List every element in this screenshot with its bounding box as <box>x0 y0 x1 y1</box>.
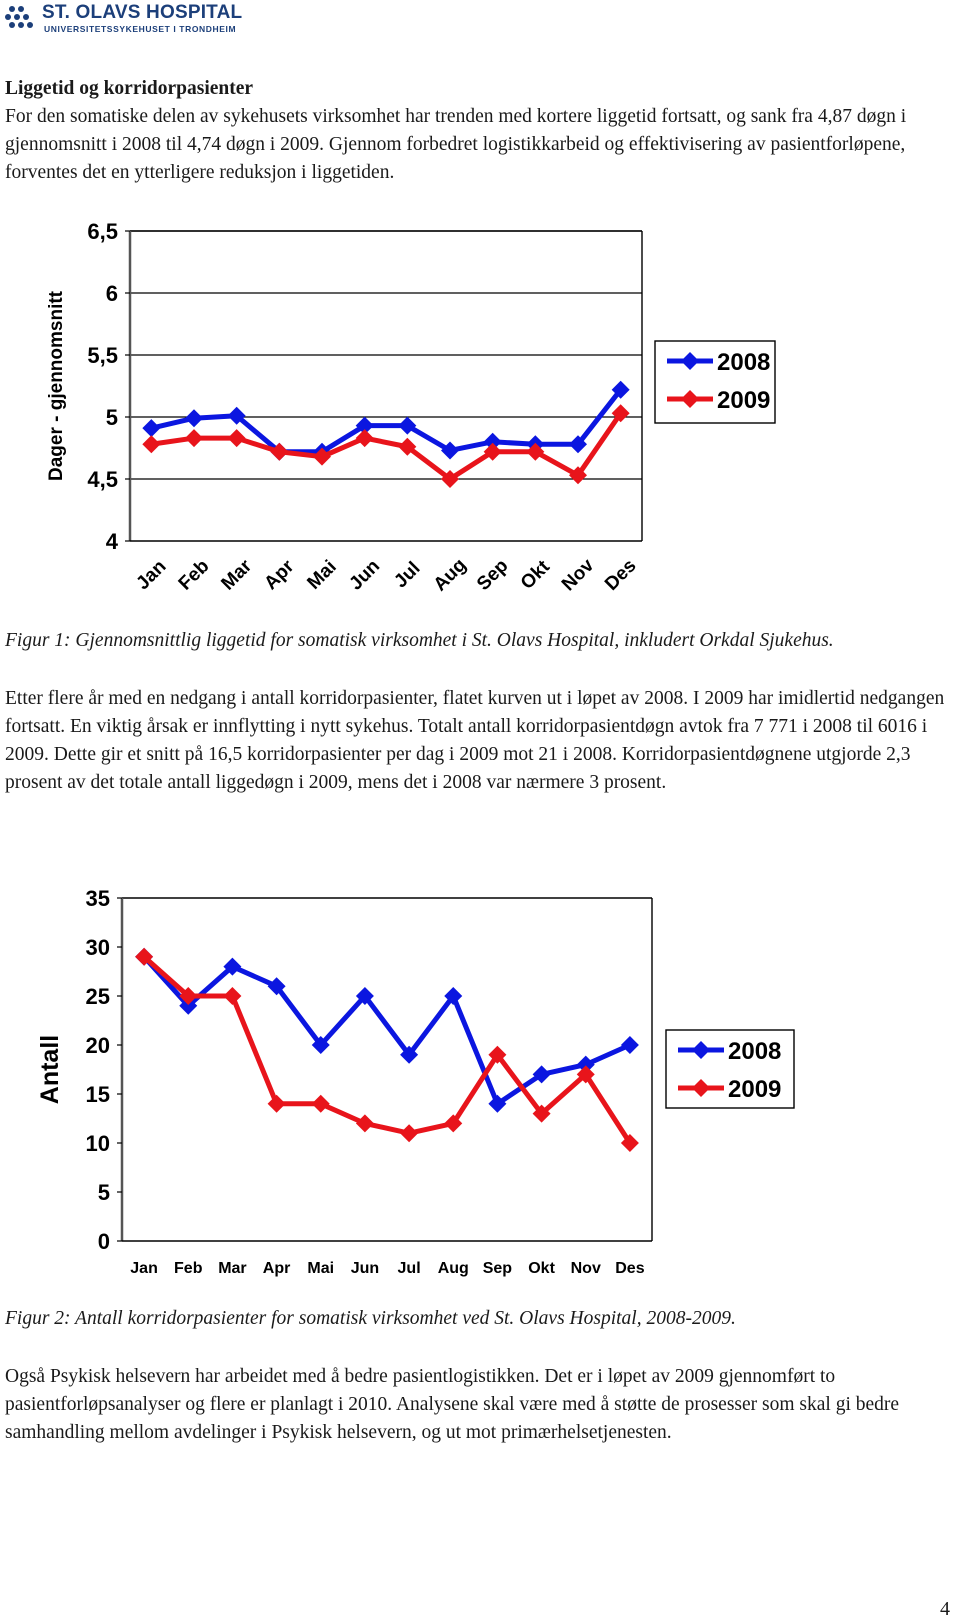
legend-label: 2008 <box>717 349 771 376</box>
section-korridor <box>5 685 945 797</box>
x-tick-label: Jan <box>132 556 171 595</box>
x-tick-label: Sep <box>473 555 513 595</box>
x-tick-label: Feb <box>174 1260 203 1277</box>
chart-liggetid <box>0 205 960 615</box>
x-tick-label: Des <box>615 1260 645 1277</box>
y-tick-label: 6,5 <box>87 219 118 244</box>
logo-title: ST. OLAVS HOSPITAL <box>42 2 243 23</box>
x-tick-label: Aug <box>437 1260 469 1277</box>
x-tick-label: Okt <box>516 556 555 594</box>
data-point <box>185 429 203 447</box>
y-tick-label: 4,5 <box>87 467 118 492</box>
y-tick-label: 4 <box>105 529 118 554</box>
section-psykisk <box>5 1363 945 1447</box>
y-tick-label: 15 <box>85 1082 110 1107</box>
series-line-2008 <box>144 957 630 1104</box>
section-paragraph: Også Psykisk helsevern har arbeidet med å bedre pasientlogistikken. Det er i løpet av 2009 gjennomført to pasientforløpsanalyser og flere er planlagt i 2010. Analysene skal være med å støtte de prosesser som skal gi bedre samhandling mellom avdelinger i Psykisk helsevern, og ut mot primærhelsetjenesten. <box>5 1366 900 1443</box>
x-tick-label: Des <box>601 555 641 595</box>
y-tick-label: 5 <box>97 1180 110 1205</box>
x-tick-label: Apr <box>262 1260 291 1277</box>
y-tick-label: 0 <box>97 1229 110 1254</box>
data-point <box>228 429 246 447</box>
y-tick-label: 6 <box>105 281 118 306</box>
x-tick-label: Jan <box>130 1260 158 1277</box>
legend-label: 2009 <box>717 387 771 414</box>
data-point <box>142 435 160 453</box>
data-point <box>142 419 160 437</box>
x-tick-label: Mar <box>218 1260 247 1277</box>
hospital-logo <box>4 4 244 38</box>
data-point <box>268 1095 286 1113</box>
figure-1-caption: Figur 1: Gjennomsnittlig liggetid for somatisk virksomhet i St. Olavs Hospital, inkludert Orkdal Sjukehus. <box>5 630 834 651</box>
x-tick-label: Jun <box>350 1260 380 1277</box>
section-heading: Liggetid og korridorpasienter <box>5 78 254 99</box>
x-tick-label: Sep <box>482 1260 513 1277</box>
x-tick-label: Apr <box>260 556 299 595</box>
data-point <box>621 1036 639 1054</box>
page-number: 4 <box>940 1598 950 1620</box>
chart-korridorpasienter <box>0 870 960 1290</box>
y-axis-label: Antall <box>36 1034 64 1105</box>
logo-subtitle: UNIVERSITETSSYKEHUSET I TRONDHEIM <box>44 24 237 34</box>
legend-label: 2008 <box>728 1038 782 1065</box>
x-tick-label: Mai <box>303 556 341 594</box>
section-paragraph: For den somatiske delen av sykehusets virksomhet har trenden med kortere liggetid fortsatt, og sank fra 4,87 døgn i gjennomsnitt i 2008 til 4,74 døgn i 2009. Gjennom forbedret logistikkarbeid og effektivisering av pasientforløpene, forventes det en ytterligere reduksjon i liggetiden. <box>5 106 907 183</box>
x-tick-label: Nov <box>570 1260 601 1277</box>
logo-dots-icon <box>4 4 38 38</box>
x-tick-label: Aug <box>429 554 471 596</box>
data-point <box>400 1124 418 1142</box>
x-tick-label: Jul <box>397 1260 421 1277</box>
x-tick-label: Mai <box>307 1260 335 1277</box>
legend-label: 2009 <box>728 1076 782 1103</box>
y-tick-label: 10 <box>85 1131 110 1156</box>
y-tick-label: 5,5 <box>87 343 118 368</box>
y-tick-label: 35 <box>85 886 110 911</box>
x-tick-label: Nov <box>557 554 599 596</box>
data-point <box>356 1114 374 1132</box>
y-axis-label: Dager - gjennomsnitt <box>46 290 67 482</box>
y-tick-label: 25 <box>85 984 110 1009</box>
section-paragraph: Etter flere år med en nedgang i antall korridorpasienter, flatet kurven ut i løpet av 2008. I 2009 har imidlertid nedgangen fortsatt. En viktig årsak er innflytting i nytt sykehus. Totalt antall korridorpasientdøgn avtok fra 7 771 i 2008 til 6016 i 2009. Dette gir et snitt på 16,5 korridorpasienter per dag i 2009 mot 21 i 2008. Korridorpasientdøgnene utgjorde 2,3 prosent av det totale antall liggedøgn i 2009, mens det i 2008 var nærmere 3 prosent. <box>5 688 945 793</box>
x-tick-label: Jul <box>390 557 425 593</box>
data-point <box>223 987 241 1005</box>
section-liggetid <box>5 75 945 187</box>
x-tick-label: Mar <box>217 555 257 595</box>
x-tick-label: Jun <box>345 555 385 595</box>
series-line-2009 <box>144 957 630 1143</box>
y-tick-label: 30 <box>85 935 110 960</box>
x-tick-label: Feb <box>174 555 214 595</box>
data-point <box>185 409 203 427</box>
figure-2-caption: Figur 2: Antall korridorpasienter for somatisk virksomhet ved St. Olavs Hospital, 2008-2009. <box>5 1308 736 1329</box>
y-tick-label: 5 <box>105 405 118 430</box>
x-tick-label: Okt <box>528 1260 555 1277</box>
data-point <box>312 1095 330 1113</box>
y-tick-label: 20 <box>85 1033 110 1058</box>
